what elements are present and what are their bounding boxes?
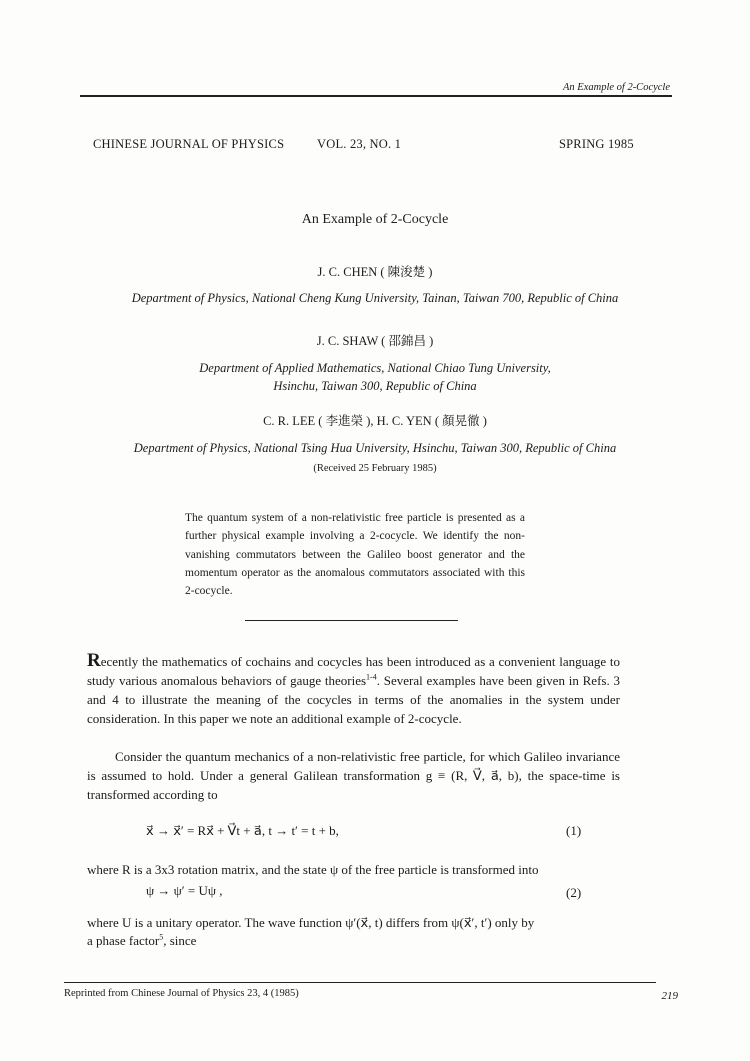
- affiliation-2-line-1: Department of Applied Mathematics, National Chiao Tung University,: [199, 361, 551, 375]
- author-3: C. R. LEE ( 李進榮 ), H. C. YEN ( 顏晃徹 ): [263, 414, 487, 428]
- paper-title: An Example of 2-Cocycle: [301, 212, 449, 227]
- reference-marker: 5: [159, 932, 164, 942]
- drop-cap: R: [87, 650, 101, 671]
- received-date: (Received 25 February 1985): [313, 463, 437, 474]
- footer-rule: [64, 982, 656, 983]
- journal-volume: VOL. 23, NO. 1: [317, 137, 402, 151]
- reference-marker: 1-4: [366, 672, 377, 682]
- journal-season: SPRING 1985: [559, 137, 634, 151]
- author-1: J. C. CHEN ( 陳浚楚 ): [317, 265, 433, 279]
- abstract: The quantum system of a non-relativistic free particle is presented as a further physical example involving a 2-cocycle. We identify the non-vanishing commutators between the Galileo boost generator and the momentum operator as the anomalous commutators associated with this 2-cocycle.: [185, 512, 525, 598]
- abstract-rule: [245, 620, 458, 621]
- paragraph-unitary-text-b: a phase factor: [87, 933, 160, 948]
- journal-name: CHINESE JOURNAL OF PHYSICS: [93, 137, 285, 151]
- author-2: J. C. SHAW ( 邵錦昌 ): [316, 334, 434, 348]
- header-rule: [80, 95, 672, 97]
- paragraph-unitary-line-2: [87, 931, 620, 950]
- paragraph-unitary-line-1: where U is a unitary operator. The wave function ψ′(x⃗, t) differs from ψ(x⃗′, t′) only by: [87, 915, 535, 930]
- equation-1-number: (1): [566, 823, 582, 838]
- equation-2-number: (2): [566, 885, 582, 900]
- paragraph-intro-text-a: ecently the mathematics of cochains and cocycles has been introduced as a convenient language to study various anomalous behaviors of gauge theories: [87, 654, 620, 688]
- paragraph-intro: [87, 651, 620, 728]
- affiliation-1: Department of Physics, National Cheng Kung University, Tainan, Taiwan 700, Republic of China: [131, 291, 619, 305]
- page-number: 219: [661, 990, 678, 1002]
- affiliation-2-line-2: Hsinchu, Taiwan 300, Republic of China: [273, 379, 477, 393]
- equation-1: x⃗ → x⃗′ = Rx⃗ + V⃗t + a⃗, t → t′ = t + b,: [146, 823, 339, 838]
- paragraph-unitary-text-c: , since: [163, 933, 197, 948]
- journal-info: [93, 137, 633, 155]
- running-head: An Example of 2-Cocycle: [563, 82, 670, 93]
- paragraph-rotation: where R is a 3x3 rotation matrix, and the state ψ of the free particle is transformed into: [87, 862, 539, 877]
- paragraph-intro-text-b: . Several examples have been given in Refs. 3 and 4 to illustrate the meaning of the cocycles in terms of the anomalies in the system under consideration. In this paper we note an additional example of 2-cocycle.: [87, 673, 620, 726]
- equation-2: ψ → ψ′ = Uψ ,: [146, 883, 223, 898]
- paragraph-galileo: Consider the quantum mechanics of a non-relativistic free particle, for which Galileo invariance is assumed to hold. Under a general Galilean transformation g ≡ (R, V⃗, a⃗, b), the space-time is transformed according to: [87, 749, 620, 802]
- affiliation-3: Department of Physics, National Tsing Hua University, Hsinchu, Taiwan 300, Republic of China: [133, 441, 617, 455]
- reprint-notice: Reprinted from Chinese Journal of Physics 23, 4 (1985): [64, 988, 299, 999]
